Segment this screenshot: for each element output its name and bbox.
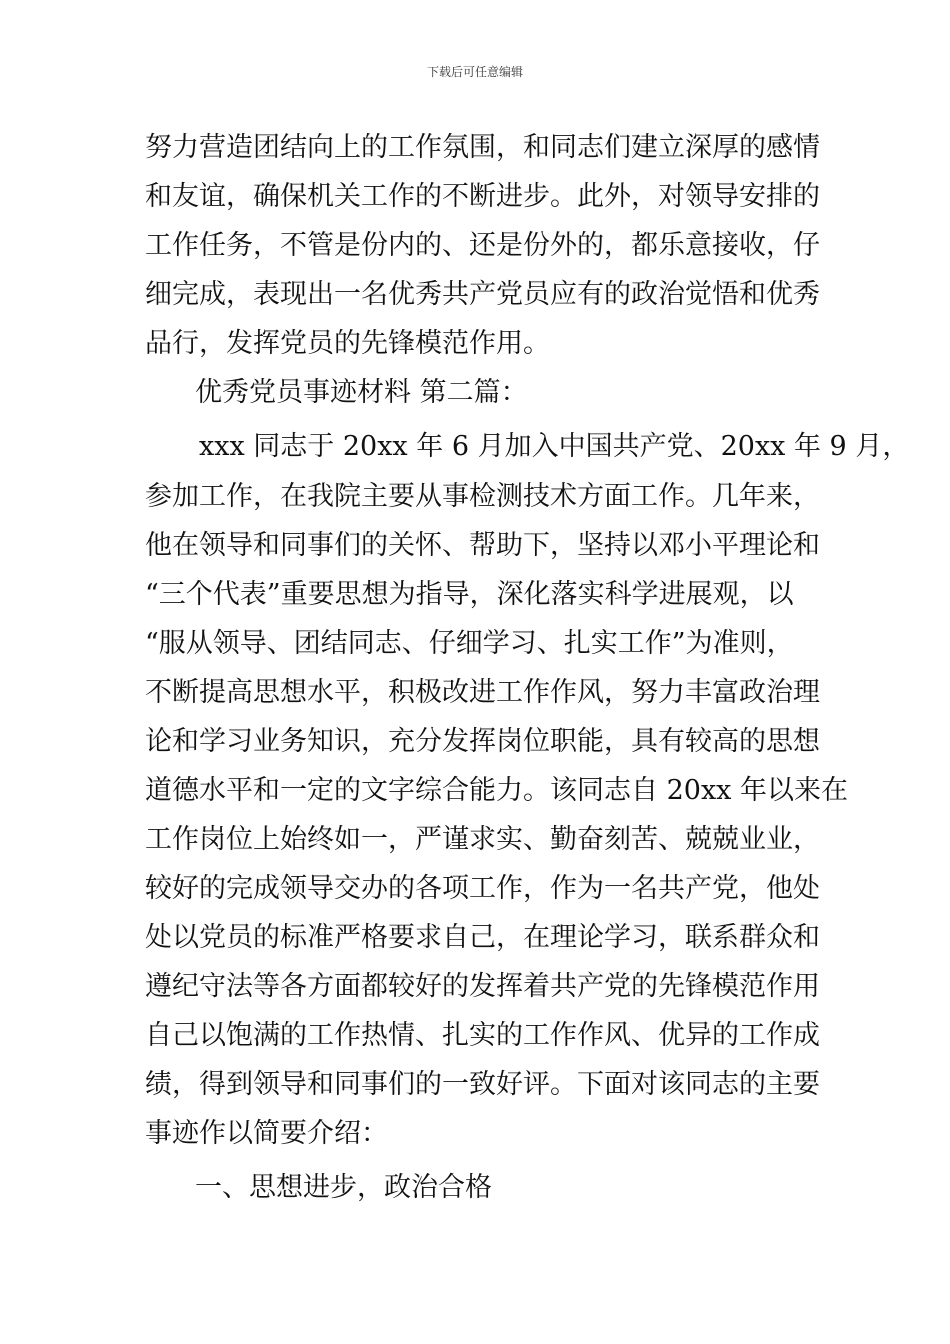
text-line: 工作任务，不管是份内的、还是份外的，都乐意接收，仔 xyxy=(145,230,820,261)
page-header: 下载后可任意编辑 xyxy=(426,65,523,79)
text-line: 参加工作，在我院主要从事检测技术方面工作。几年来， xyxy=(145,481,820,512)
text-line: 工作岗位上始终如一，严谨求实、勤奋刻苦、兢兢业业， xyxy=(145,824,820,855)
text-line: “服从领导、团结同志、仔细学习、扎实工作”为准则， xyxy=(145,628,794,659)
text-line: 论和学习业务知识，充分发挥岗位职能，具有较高的思想 xyxy=(145,726,820,757)
text-line: 自己以饱满的工作热情、扎实的工作作风、优异的工作成 xyxy=(145,1020,820,1051)
text-line: 优秀党员事迹材料 第二篇： xyxy=(195,377,528,408)
text-line: xxx 同志于 20xx 年 6 月加入中国共产党、20xx 年 9 月， xyxy=(199,431,910,462)
text-line: 事迹作以简要介绍： xyxy=(145,1118,388,1149)
text-line: 遵纪守法等各方面都较好的发挥着共产党的先锋模范作用 xyxy=(145,971,820,1002)
text-line: 道德水平和一定的文字综合能力。该同志自 20xx 年以来在 xyxy=(145,775,848,806)
text-line: 不断提高思想水平，积极改进工作作风，努力丰富政治理 xyxy=(145,677,820,708)
text-line: 他在领导和同事们的关怀、帮助下，坚持以邓小平理论和 xyxy=(145,530,820,561)
text-line: 和友谊，确保机关工作的不断进步。此外，对领导安排的 xyxy=(145,181,820,212)
text-line: 细完成，表现出一名优秀共产党员应有的政治觉悟和优秀 xyxy=(145,279,820,310)
text-line: 品行，发挥党员的先锋模范作用。 xyxy=(145,328,550,359)
text-line: 较好的完成领导交办的各项工作，作为一名共产党，他处 xyxy=(145,873,820,904)
text-line: 努力营造团结向上的工作氛围，和同志们建立深厚的感情 xyxy=(145,132,820,163)
text-line: 一、思想进步，政治合格 xyxy=(195,1172,492,1203)
text-line: 处以党员的标准严格要求自己，在理论学习，联系群众和 xyxy=(145,922,820,953)
text-line: “三个代表”重要思想为指导，深化落实科学进展观，以 xyxy=(145,579,794,610)
text-line: 绩，得到领导和同事们的一致好评。下面对该同志的主要 xyxy=(145,1069,820,1100)
